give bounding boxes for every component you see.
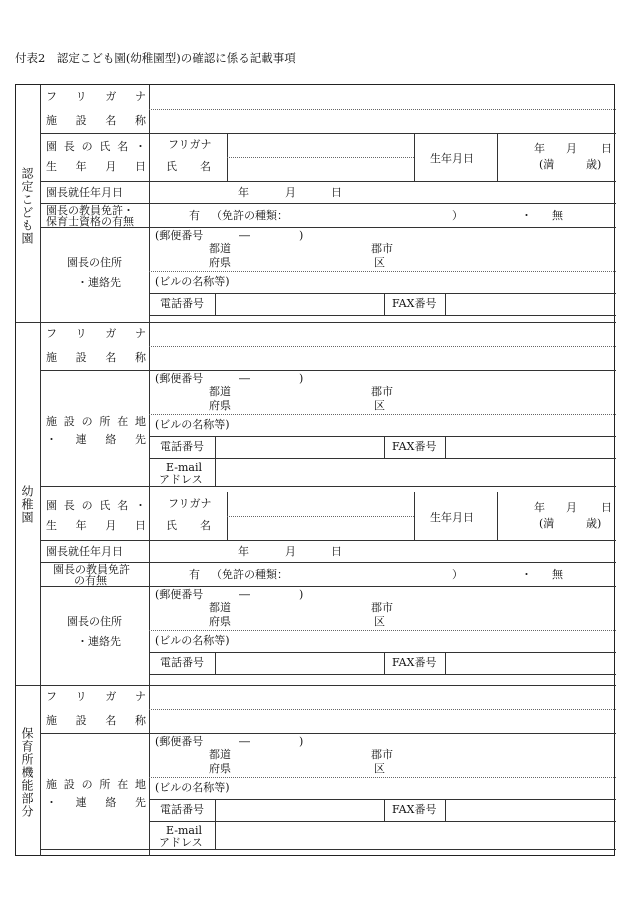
sub-name-label [166, 161, 211, 172]
principal-name-label-char: の [81, 499, 93, 512]
grid-line [149, 293, 616, 294]
section-label-hoiku: 保育所機能部分 [20, 727, 34, 818]
grid-line [149, 821, 616, 822]
email-label: アドレス [159, 473, 203, 486]
principal-birth-label-char: 月 [105, 160, 117, 173]
facility-location-label-char: 地 [134, 415, 146, 428]
postal-close: ) [299, 588, 304, 601]
birth-date-label: 生年月日 [430, 152, 474, 165]
principal-birth-label-char: 日 [134, 519, 146, 532]
youchien-building-field[interactable] [152, 632, 612, 650]
license-label: 園長の教員免許 [53, 563, 130, 576]
furigana-label-char: フ [46, 90, 57, 103]
grid-line [149, 630, 616, 631]
postal-dash: ― [239, 588, 250, 601]
grid-line [40, 370, 616, 371]
nintei-facility-name-field[interactable] [152, 111, 612, 131]
furigana-label-char: ナ [134, 90, 146, 103]
phone-label: 電話番号 [160, 297, 204, 310]
facility-contact-label-char: 絡 [105, 796, 117, 809]
phone-label: 電話番号 [160, 656, 204, 669]
grid-line [149, 709, 616, 710]
postal-dash: ― [239, 229, 250, 242]
birth-date-label: 生年月日 [430, 511, 474, 524]
furigana-label-char: ガ [105, 327, 117, 340]
grid-line [227, 157, 414, 158]
principal-birth-label-char: 日 [134, 160, 146, 173]
sub-furigana-label: フリガナ [168, 138, 212, 151]
grid-line [40, 540, 616, 541]
principal-birth-label-char: 年 [75, 519, 87, 532]
grid-line [445, 436, 446, 458]
city-label-1: 郡市 [371, 601, 393, 614]
facility-contact-label-char: 先 [134, 796, 146, 809]
appointed-month-unit: 月 [285, 545, 296, 558]
postal-close: ) [299, 229, 304, 242]
youchien-phone-field[interactable] [218, 654, 381, 672]
facility-location-label-char: 設 [63, 415, 75, 428]
appointed-year-unit: 年 [238, 186, 249, 199]
nintei-address-field[interactable] [152, 241, 612, 269]
sub-name-label-char: 氏 [166, 160, 177, 173]
grid-line [149, 799, 616, 800]
hoiku-phone-field[interactable] [218, 801, 381, 819]
building-label: (ビルの名称等) [155, 781, 230, 794]
nintei-phone-field[interactable] [218, 295, 381, 313]
facility-location-label-char: 施 [46, 778, 57, 791]
city-label-1: 郡市 [371, 242, 393, 255]
phone-label: 電話番号 [160, 440, 204, 453]
license-type-label: （免許の種類： [211, 209, 288, 222]
youchien-address-field[interactable] [152, 600, 612, 628]
grid-line [16, 685, 616, 686]
facility-location-label-char: 在 [117, 415, 129, 428]
nintei-building-field[interactable] [152, 273, 612, 291]
prefecture-label-2: 府県 [209, 615, 231, 628]
facility-name-label-char: 施 [46, 351, 57, 364]
youchien-phone-field[interactable] [218, 438, 381, 456]
postal-close: ) [299, 735, 304, 748]
youchien-furigana-field[interactable] [152, 324, 612, 344]
prefecture-label-1: 都道 [209, 748, 231, 761]
license-close: ） [452, 209, 463, 222]
grid-line [215, 799, 216, 849]
hoiku-email-field[interactable] [218, 823, 613, 847]
furigana-label-char: ナ [134, 327, 146, 340]
furigana-label [46, 91, 146, 102]
city-label-2: 区 [374, 256, 385, 269]
facility-contact-label-char: 連 [75, 433, 87, 446]
facility-name-label-char: 称 [134, 114, 146, 127]
email-label: E-mail [166, 461, 202, 474]
appointed-label: 園長就任年月日 [46, 186, 123, 199]
facility-name-label-char: 設 [75, 351, 87, 364]
facility-contact-label-char: 絡 [105, 433, 117, 446]
furigana-label-char: ナ [134, 690, 146, 703]
prefecture-label-2: 府県 [209, 256, 231, 269]
grid-line [40, 181, 616, 182]
form-table [15, 84, 615, 856]
principal-name-label-char: 園 [46, 140, 57, 153]
furigana-label [46, 691, 146, 702]
youchien-fax-field[interactable] [448, 654, 613, 672]
nintei-furigana-field[interactable] [152, 87, 612, 107]
building-label: (ビルの名称等) [155, 418, 230, 431]
license-dot: ・ [521, 209, 532, 222]
grid-line [497, 492, 498, 540]
grid-line [227, 516, 414, 517]
sub-name-label-char: 名 [200, 519, 211, 532]
principal-birth-label-char: 生 [46, 160, 57, 173]
city-label-2: 区 [374, 762, 385, 775]
fax-label: FAX番号 [392, 803, 437, 816]
facility-location-label-char: 所 [99, 778, 111, 791]
age-open: (満 [539, 517, 555, 530]
appointed-year-unit: 年 [238, 545, 249, 558]
license-close: ） [452, 568, 463, 581]
principal-name-label-char: 氏 [99, 140, 111, 153]
furigana-label-char: フ [46, 327, 57, 340]
youchien-building-field[interactable] [152, 416, 612, 434]
license-dot: ・ [521, 568, 532, 581]
principal-name-label-char: 名 [117, 499, 129, 512]
postal-label: (郵便番号 [155, 588, 204, 601]
prefecture-label-1: 都道 [209, 242, 231, 255]
city-label-1: 郡市 [371, 748, 393, 761]
principal-birth-label-char: 生 [46, 519, 57, 532]
postal-dash: ― [239, 735, 250, 748]
postal-label: (郵便番号 [155, 229, 204, 242]
grid-line [149, 458, 616, 459]
grid-line [40, 85, 41, 856]
facility-contact-label-char: ・ [46, 433, 57, 446]
principal-address-label: 園長の住所 [67, 256, 122, 269]
grid-line [40, 849, 616, 850]
nintei-principal-name-field[interactable] [230, 159, 411, 179]
furigana-label-char: フ [46, 690, 57, 703]
grid-line [149, 109, 616, 110]
furigana-label-char: リ [75, 90, 87, 103]
principal-name-label-char: の [81, 140, 93, 153]
prefecture-label-2: 府県 [209, 399, 231, 412]
birth-month-unit: 月 [566, 501, 577, 514]
facility-location-label-char: 所 [99, 415, 111, 428]
prefecture-label-1: 都道 [209, 601, 231, 614]
principal-name-label-char: 氏 [99, 499, 111, 512]
facility-location-label-char: 施 [46, 415, 57, 428]
facility-contact-label-char: 連 [75, 796, 87, 809]
furigana-label-char: ガ [105, 90, 117, 103]
principal-birth-label-char: 年 [75, 160, 87, 173]
city-label-2: 区 [374, 399, 385, 412]
grid-line [40, 586, 616, 587]
facility-contact-label [46, 434, 146, 445]
furigana-label [46, 328, 146, 339]
license-none: 無 [552, 209, 563, 222]
facility-name-label-char: 称 [134, 714, 146, 727]
grid-line [445, 652, 446, 674]
facility-location-label [46, 779, 146, 790]
city-label-2: 区 [374, 615, 385, 628]
grid-line [149, 652, 616, 653]
facility-contact-label [46, 797, 146, 808]
license-label: の有無 [74, 574, 107, 587]
grid-line [384, 436, 385, 458]
principal-name-label-char: 名 [117, 140, 129, 153]
principal-birth-label-char: 月 [105, 519, 117, 532]
license-has: 有 [189, 209, 200, 222]
sub-name-label-char: 氏 [166, 519, 177, 532]
hoiku-fax-field[interactable] [448, 801, 613, 819]
facility-name-label-char: 名 [105, 351, 117, 364]
birth-day-unit: 日 [601, 501, 612, 514]
fax-label: FAX番号 [392, 297, 437, 310]
prefecture-label-2: 府県 [209, 762, 231, 775]
facility-location-label-char: の [81, 778, 93, 791]
facility-name-label-char: 施 [46, 714, 57, 727]
appointed-day-unit: 日 [331, 545, 342, 558]
nintei-fax-field[interactable] [448, 295, 613, 313]
facility-location-label-char: 地 [134, 778, 146, 791]
grid-line [384, 293, 385, 315]
facility-name-label-char: 名 [105, 114, 117, 127]
license-label: 園長の教員免許・ [46, 204, 134, 217]
appointed-label: 園長就任年月日 [46, 545, 123, 558]
grid-line [384, 652, 385, 674]
facility-name-label-char: 施 [46, 114, 57, 127]
appointed-day-unit: 日 [331, 186, 342, 199]
youchien-principal-name-field[interactable] [230, 518, 411, 538]
grid-line [149, 315, 616, 316]
grid-line [445, 293, 446, 315]
facility-name-label-char: 称 [134, 351, 146, 364]
grid-line [149, 436, 616, 437]
license-none: 無 [552, 568, 563, 581]
hoiku-facility-name-field[interactable] [152, 711, 612, 731]
principal-contact-label: ・連絡先 [77, 276, 121, 289]
appointed-month-unit: 月 [285, 186, 296, 199]
city-label-1: 郡市 [371, 385, 393, 398]
fax-label: FAX番号 [392, 440, 437, 453]
facility-location-label-char: の [81, 415, 93, 428]
principal-name-label-char: 長 [63, 140, 75, 153]
sub-name-label-char: 名 [200, 160, 211, 173]
facility-name-label [46, 715, 146, 726]
furigana-label-char: リ [75, 327, 87, 340]
grid-line [149, 346, 616, 347]
postal-label: (郵便番号 [155, 735, 204, 748]
hoiku-address-field[interactable] [152, 747, 612, 775]
grid-line [40, 486, 616, 487]
principal-name-label-char: 園 [46, 499, 57, 512]
facility-contact-label-char: ・ [46, 796, 57, 809]
hoiku-building-field[interactable] [152, 779, 612, 797]
age-close: 歳) [586, 158, 602, 171]
facility-location-label-char: 在 [117, 778, 129, 791]
license-has: 有 [189, 568, 200, 581]
birth-year-unit: 年 [534, 501, 545, 514]
principal-name-label-char: 長 [63, 499, 75, 512]
grid-line [414, 133, 415, 181]
age-open: (満 [539, 158, 555, 171]
facility-name-label [46, 352, 146, 363]
facility-name-label-char: 設 [75, 714, 87, 727]
grid-line [215, 293, 216, 315]
furigana-label-char: ガ [105, 690, 117, 703]
youchien-email-field[interactable] [218, 460, 613, 484]
grid-line [215, 436, 216, 486]
birth-day-unit: 日 [601, 142, 612, 155]
postal-dash: ― [239, 372, 250, 385]
grid-line [40, 733, 616, 734]
sub-name-label [166, 520, 211, 531]
grid-line [16, 322, 616, 323]
principal-birth-label [46, 520, 146, 531]
grid-line [149, 777, 616, 778]
youchien-fax-field[interactable] [448, 438, 613, 456]
building-label: (ビルの名称等) [155, 634, 230, 647]
grid-line [149, 271, 616, 272]
age-close: 歳) [586, 517, 602, 530]
section-label-youchien: 幼稚園 [20, 485, 34, 524]
grid-line [414, 492, 415, 540]
sub-furigana-label: フリガナ [168, 497, 212, 510]
email-label: E-mail [166, 824, 202, 837]
birth-year-unit: 年 [534, 142, 545, 155]
facility-name-label [46, 115, 146, 126]
facility-name-label-char: 名 [105, 714, 117, 727]
principal-name-label [46, 500, 146, 511]
furigana-label-char: リ [75, 690, 87, 703]
section-label-nintei: 認定こども園 [20, 167, 34, 245]
grid-line [384, 799, 385, 821]
principal-contact-label: ・連絡先 [77, 635, 121, 648]
grid-line [40, 133, 616, 134]
principal-name-label-char: ・ [134, 499, 146, 512]
facility-contact-label-char: 先 [134, 433, 146, 446]
grid-line [445, 799, 446, 821]
hoiku-furigana-field[interactable] [152, 687, 612, 707]
principal-name-label-char: ・ [134, 140, 146, 153]
principal-name-label [46, 141, 146, 152]
page-title: 付表2 認定こども園(幼稚園型)の確認に係る記載事項 [15, 51, 296, 65]
principal-address-label: 園長の住所 [67, 615, 122, 628]
youchien-principal-furigana-field[interactable] [230, 494, 411, 514]
postal-close: ) [299, 372, 304, 385]
phone-label: 電話番号 [160, 803, 204, 816]
grid-line [149, 414, 616, 415]
grid-line [497, 133, 498, 181]
facility-name-label-char: 設 [75, 114, 87, 127]
youchien-address-field[interactable] [152, 384, 612, 412]
fax-label: FAX番号 [392, 656, 437, 669]
license-label: 保育士資格の有無 [46, 215, 134, 228]
prefecture-label-1: 都道 [209, 385, 231, 398]
license-type-label: （免許の種類： [211, 568, 288, 581]
postal-label: (郵便番号 [155, 372, 204, 385]
principal-birth-label [46, 161, 146, 172]
email-label: アドレス [159, 836, 203, 849]
facility-location-label [46, 416, 146, 427]
youchien-facility-name-field[interactable] [152, 348, 612, 368]
grid-line [149, 85, 150, 856]
facility-location-label-char: 設 [63, 778, 75, 791]
building-label: (ビルの名称等) [155, 275, 230, 288]
nintei-principal-furigana-field[interactable] [230, 135, 411, 155]
grid-line [215, 652, 216, 674]
birth-month-unit: 月 [566, 142, 577, 155]
grid-line [149, 674, 616, 675]
